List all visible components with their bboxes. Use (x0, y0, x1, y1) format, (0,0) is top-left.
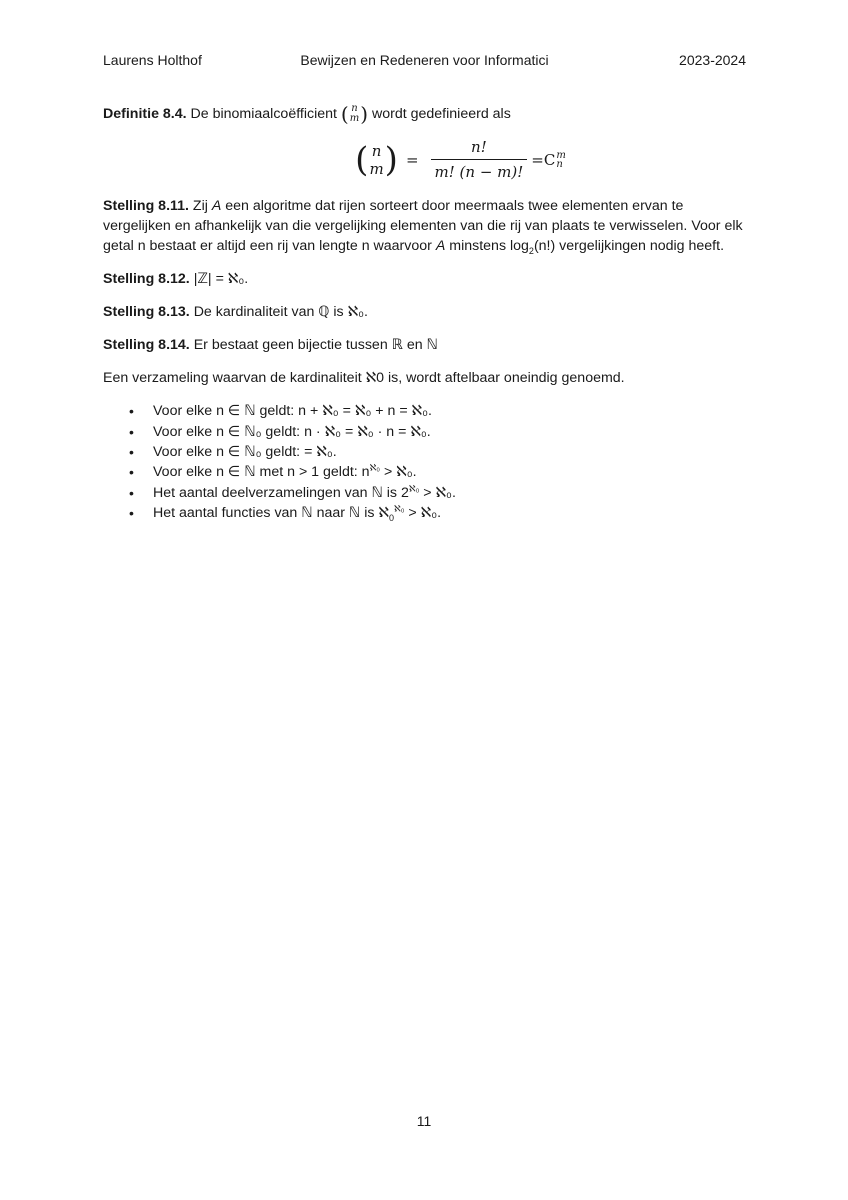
stelling-8-14-text: Er bestaat geen bijectie tussen ℝ en ℕ (193, 337, 438, 354)
definition-text-after: wordt gedefinieerd als (371, 106, 511, 122)
list-item-text: Voor elke n ∈ ℕ met n > 1 geldt: n (153, 464, 370, 481)
inline-binomial (340, 102, 369, 127)
combination-sub: n (556, 158, 563, 170)
stelling-8-12-text: |ℤ| = ℵ₀. (193, 271, 249, 288)
fraction-numerator: n! (471, 138, 487, 157)
combination-C: C (543, 150, 556, 169)
exponent: ℵ₀ (394, 503, 405, 514)
list-item-text: Het aantal functies van ℕ naar ℕ is ℵ (153, 505, 389, 522)
binomial-top: n (351, 103, 358, 115)
formula-right-paren: ) (384, 139, 398, 180)
definition-label: Definitie 8.4. (103, 106, 187, 122)
list-item: • Voor elke n ∈ ℕ geldt: n + ℵ₀ = ℵ₀ + n = ℵ₀. (103, 401, 746, 421)
list-item-end: > ℵ₀. (404, 505, 442, 522)
equals-sign-2: = (531, 150, 544, 169)
page-header (103, 52, 746, 72)
formula-binomial-stack (369, 142, 383, 178)
list-item (103, 483, 746, 503)
list-item: • Voor elke n ∈ ℕ₀ geldt: n · ℵ₀ = ℵ₀ · n = ℵ₀. (103, 422, 746, 442)
right-paren: ) (360, 102, 369, 127)
log-base: 2 (528, 246, 534, 257)
formula-binom-bottom: m (369, 159, 384, 178)
algorithm-symbol-2: A (435, 238, 446, 255)
combination-indices (556, 151, 565, 169)
definition-8-4 (103, 102, 746, 127)
formula-left-paren: ( (355, 139, 369, 180)
stelling-8-14-label: Stelling 8.14. (103, 337, 190, 354)
combination-notation (544, 150, 566, 170)
stelling-8-11-text-2: een algoritme dat rijen sorteert door meermaals twee elementen ervan te vergelijken en afhankelijk van die vergelijking elementen van die rij van plaats te verwisselen. Voor elk getal n bestaat er altijd een rij van lengte n waarvoor (103, 198, 743, 255)
stelling-8-11-text-4: (n!) vergelijkingen nodig heeft. (533, 238, 725, 255)
stelling-8-13 (103, 302, 746, 322)
document-body (103, 104, 746, 524)
binomial-formula (175, 137, 746, 182)
binomial-stack (350, 104, 359, 124)
list-item (103, 462, 746, 482)
algorithm-symbol: A (211, 198, 222, 215)
subscript: 0 (388, 513, 394, 524)
list-item-text: Het aantal deelverzamelingen van ℕ is 2 (153, 484, 409, 501)
list-item: • Voor elke n ∈ ℕ₀ geldt: = ℵ₀. (103, 442, 746, 462)
stelling-8-11-label: Stelling 8.11. (103, 198, 189, 215)
stelling-8-13-text: De kardinaliteit van ℚ is ℵ₀. (193, 304, 368, 321)
stelling-8-12 (103, 269, 746, 289)
formula-binom-top: n (371, 141, 382, 160)
page-number: 11 (416, 1113, 432, 1129)
stelling-8-11 (103, 196, 746, 256)
equals-sign: = (405, 150, 419, 169)
definition-text-before: De binomiaalcoëfficient (190, 106, 337, 122)
fraction (431, 137, 528, 182)
countable-sentence: Een verzameling waarvan de kardinaliteit ℵ0 is, wordt aftelbaar oneindig genoemd. (103, 370, 625, 387)
exponent: ℵ₀ (369, 462, 381, 473)
list-item-end: > ℵ₀. (419, 484, 456, 501)
exponent: ℵ₀ (408, 483, 420, 494)
fraction-denominator: m! (n − m)! (431, 159, 528, 182)
header-academic-year: 2023-2024 (679, 52, 746, 68)
header-author: Laurens Holthof (103, 52, 202, 68)
left-paren: ( (340, 102, 349, 127)
stelling-8-12-label: Stelling 8.12. (103, 271, 190, 288)
header-course-title: Bewijzen en Redeneren voor Informatici (300, 52, 549, 68)
stelling-8-11-text-3: minstens log (449, 238, 529, 255)
stelling-8-14 (103, 335, 746, 355)
stelling-8-11-text-1: Zij (192, 198, 208, 215)
cardinal-arithmetic-list (103, 401, 746, 523)
combination-sup: m (556, 149, 566, 161)
list-item (103, 503, 746, 523)
list-item-end: > ℵ₀. (380, 464, 417, 481)
stelling-8-13-label: Stelling 8.13. (103, 304, 190, 321)
binomial-bottom: m (349, 113, 360, 125)
